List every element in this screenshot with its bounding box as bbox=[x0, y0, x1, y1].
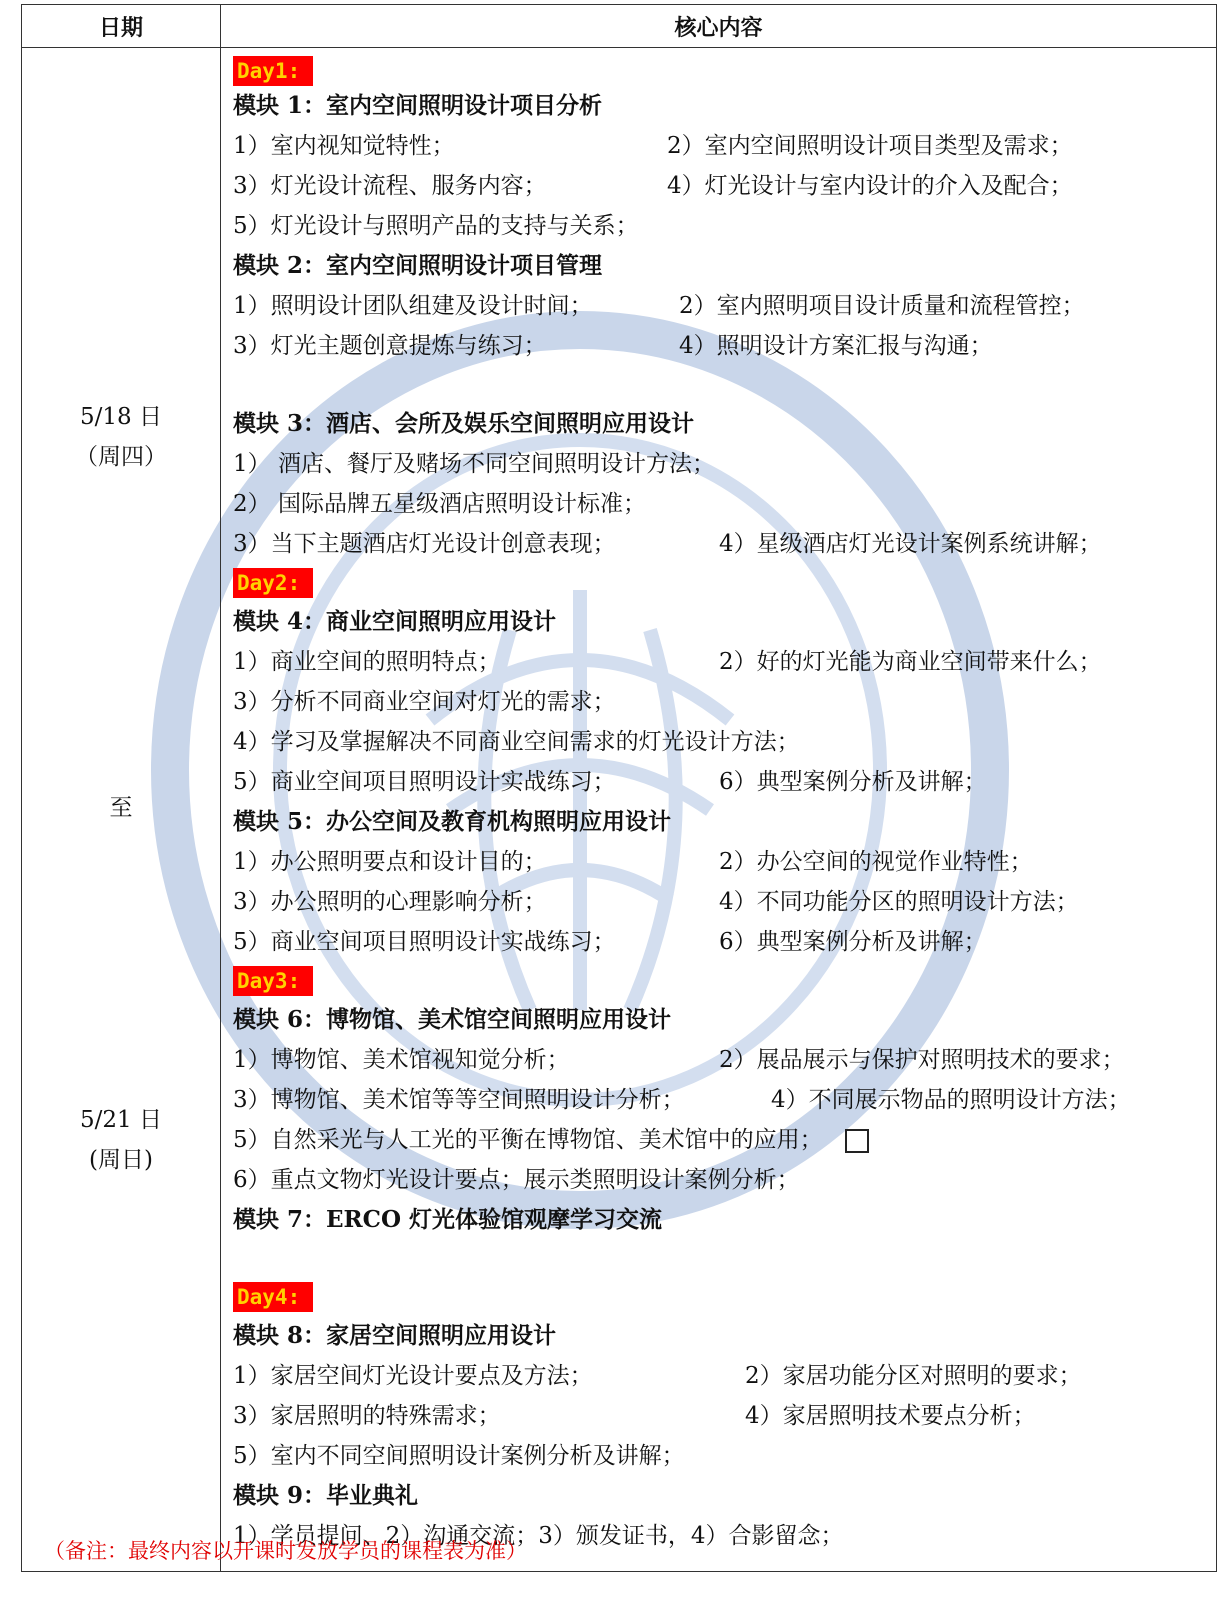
m1-item-3: 3）灯光设计流程、服务内容； bbox=[233, 173, 547, 199]
m1-item-2: 2）室内空间照明设计项目类型及需求； bbox=[667, 133, 1073, 159]
module-1-title: 模块 1：室内空间照明设计项目分析 bbox=[233, 92, 603, 119]
m2-item-1: 1）照明设计团队组建及设计时间； bbox=[233, 293, 593, 319]
m3-item-3: 3）当下主题酒店灯光设计创意表现； bbox=[233, 531, 616, 557]
m6-item-6: 6）重点文物灯光设计要点；展示类照明设计案例分析； bbox=[233, 1167, 800, 1193]
list-item bbox=[233, 326, 1210, 366]
m9-item-1: 1）学员提问、2）沟通交流；3）颁发证书，4）合影留念； bbox=[233, 1523, 844, 1549]
m6-item-5: 5）自然采光与人工光的平衡在博物馆、美术馆中的应用； bbox=[233, 1127, 823, 1153]
m8-item-3: 3）家居照明的特殊需求； bbox=[233, 1403, 501, 1429]
list-item bbox=[233, 524, 1210, 564]
m4-item-1: 1）商业空间的照明特点； bbox=[233, 649, 501, 675]
list-item bbox=[233, 882, 1210, 922]
list-item bbox=[233, 922, 1210, 962]
footnote: （备注：最终内容以开课时发放学员的课程表为准） bbox=[44, 1539, 527, 1563]
checkbox-icon bbox=[845, 1129, 869, 1153]
m5-item-2: 2）办公空间的视觉作业特性； bbox=[719, 849, 1033, 875]
list-item bbox=[233, 762, 1210, 802]
m3-item-1: 1） 酒店、餐厅及赌场不同空间照明设计方法； bbox=[233, 451, 715, 477]
header-content: 核心内容 bbox=[221, 5, 1217, 48]
list-item bbox=[233, 1120, 1210, 1160]
m8-item-1: 1）家居空间灯光设计要点及方法； bbox=[233, 1363, 593, 1389]
m5-item-4: 4）不同功能分区的照明设计方法； bbox=[719, 889, 1079, 915]
schedule-row bbox=[22, 48, 1217, 1572]
module-2-title: 模块 2：室内空间照明设计项目管理 bbox=[233, 252, 603, 279]
module-9-title: 模块 9：毕业典礼 bbox=[233, 1482, 419, 1509]
header-date: 日期 bbox=[22, 5, 221, 48]
module-6-title: 模块 6：博物馆、美术馆空间照明应用设计 bbox=[233, 1006, 672, 1033]
m4-item-3: 3）分析不同商业空间对灯光的需求； bbox=[233, 689, 616, 715]
module-4-title: 模块 4：商业空间照明应用设计 bbox=[233, 608, 557, 635]
module-7-title: 模块 7：ERCO 灯光体验馆观摩学习交流 bbox=[233, 1206, 663, 1233]
m2-item-3: 3）灯光主题创意提炼与练习； bbox=[233, 333, 547, 359]
day2-label: Day2: bbox=[233, 568, 313, 598]
list-item bbox=[233, 286, 1210, 326]
module-8-title: 模块 8：家居空间照明应用设计 bbox=[233, 1322, 557, 1349]
list-item bbox=[233, 1040, 1210, 1080]
m5-item-5: 5）商业空间项目照明设计实战练习； bbox=[233, 929, 616, 955]
m4-item-5: 5）商业空间项目照明设计实战练习； bbox=[233, 769, 616, 795]
day4-label: Day4: bbox=[233, 1282, 313, 1312]
m5-item-3: 3）办公照明的心理影响分析； bbox=[233, 889, 547, 915]
list-item bbox=[233, 642, 1210, 682]
list-item bbox=[233, 842, 1210, 882]
m4-item-2: 2）好的灯光能为商业空间带来什么； bbox=[719, 649, 1102, 675]
content-cell bbox=[221, 48, 1217, 1572]
m6-item-1: 1）博物馆、美术馆视知觉分析； bbox=[233, 1047, 570, 1073]
list-item bbox=[233, 166, 1210, 206]
m8-item-4: 4）家居照明技术要点分析； bbox=[745, 1403, 1036, 1429]
m3-item-2: 2） 国际品牌五星级酒店照明设计标准； bbox=[233, 491, 646, 517]
date-range-to: 至 bbox=[109, 795, 133, 821]
m4-item-6: 6）典型案例分析及讲解； bbox=[719, 769, 987, 795]
m1-item-1: 1）室内视知觉特性； bbox=[233, 133, 455, 159]
start-date: 5/18 日 bbox=[80, 404, 162, 430]
schedule-table bbox=[21, 4, 1217, 1572]
module-3-title: 模块 3：酒店、会所及娱乐空间照明应用设计 bbox=[233, 410, 695, 437]
m6-item-3: 3）博物馆、美术馆等等空间照明设计分析； bbox=[233, 1087, 685, 1113]
list-item bbox=[233, 1356, 1210, 1396]
module-5-title: 模块 5：办公空间及教育机构照明应用设计 bbox=[233, 808, 672, 835]
m3-item-4: 4）星级酒店灯光设计案例系统讲解； bbox=[719, 531, 1102, 557]
day1-label: Day1: bbox=[233, 56, 313, 86]
list-item bbox=[233, 126, 1210, 166]
m5-item-1: 1）办公照明要点和设计目的； bbox=[233, 849, 547, 875]
list-item bbox=[233, 1080, 1210, 1120]
m2-item-2: 2）室内照明项目设计质量和流程管控； bbox=[679, 293, 1085, 319]
m6-item-4: 4）不同展示物品的照明设计方法； bbox=[771, 1087, 1131, 1113]
m8-item-5: 5）室内不同空间照明设计案例分析及讲解； bbox=[233, 1443, 685, 1469]
header-row bbox=[22, 5, 1217, 48]
m2-item-4: 4）照明设计方案汇报与沟通； bbox=[679, 333, 993, 359]
day3-label: Day3: bbox=[233, 966, 313, 996]
m6-item-2: 2）展品展示与保护对照明技术的要求； bbox=[719, 1047, 1125, 1073]
date-cell bbox=[22, 48, 221, 1572]
m4-item-4: 4）学习及掌握解决不同商业空间需求的灯光设计方法； bbox=[233, 729, 800, 755]
end-weekday: (周日) bbox=[89, 1147, 153, 1173]
end-date: 5/21 日 bbox=[80, 1107, 162, 1133]
start-weekday: （周四） bbox=[75, 444, 167, 470]
m1-item-5: 5）灯光设计与照明产品的支持与关系； bbox=[233, 213, 639, 239]
m5-item-6: 6）典型案例分析及讲解； bbox=[719, 929, 987, 955]
m1-item-4: 4）灯光设计与室内设计的介入及配合； bbox=[667, 173, 1073, 199]
list-item bbox=[233, 1396, 1210, 1436]
m8-item-2: 2）家居功能分区对照明的要求； bbox=[745, 1363, 1082, 1389]
